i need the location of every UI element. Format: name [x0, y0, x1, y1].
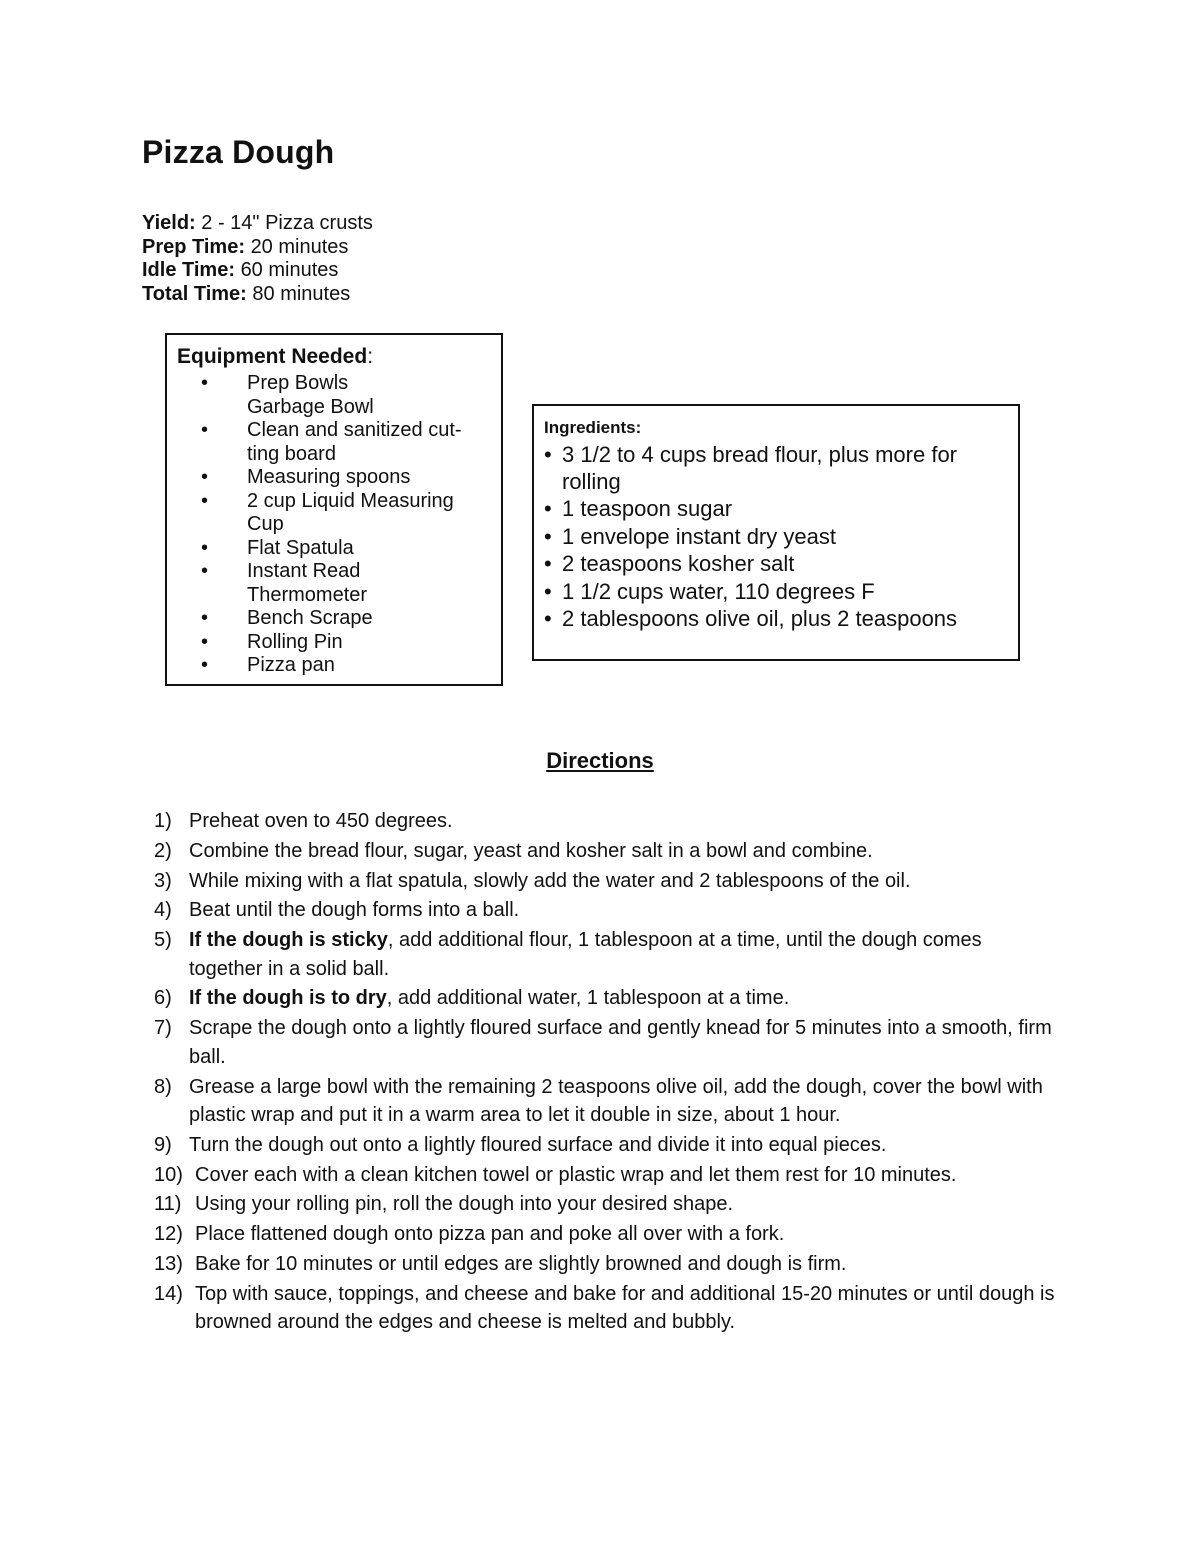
step-number: 7): [154, 1017, 172, 1040]
bullet-icon: •: [201, 607, 209, 629]
bullet-icon: •: [544, 496, 552, 521]
step-text: Scrape the dough onto a lightly floured surface and gently knead for 5 minutes into a smooth, firm ball.: [189, 1017, 1052, 1068]
direction-step: [150, 1131, 1060, 1160]
total-time-row: [142, 283, 373, 307]
equipment-item-text: Prep Bowls Garbage Bowl: [247, 372, 374, 418]
bullet-icon: •: [544, 523, 552, 549]
yield-value: 2 - 14" Pizza crusts: [201, 212, 373, 234]
bullet-icon: •: [201, 654, 209, 676]
ingredient-item-text: 2 teaspoons kosher salt: [562, 551, 795, 576]
equipment-item: [167, 631, 501, 655]
equipment-heading: [177, 345, 373, 369]
directions-heading: Directions: [546, 748, 654, 773]
bullet-icon: •: [544, 442, 552, 467]
direction-step: [150, 984, 1060, 1013]
step-emphasis: If the dough is sticky: [189, 929, 388, 952]
yield-row: [142, 212, 373, 236]
step-text: Place flattened dough onto pizza pan and poke all over with a fork.: [195, 1223, 785, 1246]
prep-time-label: Prep Time:: [142, 235, 245, 258]
step-text: , add additional flour, 1 tablespoon at a time, until the dough comes together in a solid ball.: [189, 929, 982, 980]
equipment-item-text: Bench Scrape: [247, 607, 373, 629]
bullet-icon: •: [201, 536, 209, 559]
step-number: 10): [154, 1163, 183, 1186]
equipment-item-text: Instant Read Thermometer: [247, 560, 368, 606]
ingredient-item: [534, 606, 1018, 633]
equipment-item-text: Measuring spoons: [247, 466, 411, 488]
step-number: 4): [154, 899, 172, 922]
step-text: Beat until the dough forms into a ball.: [189, 899, 520, 922]
bullet-icon: •: [544, 578, 552, 604]
equipment-item-text: Rolling Pin: [247, 630, 343, 653]
step-number: 13): [154, 1253, 183, 1276]
step-text: Cover each with a clean kitchen towel or plastic wrap and let them rest for 10 minutes.: [195, 1163, 957, 1186]
bullet-icon: •: [201, 372, 209, 394]
equipment-item-text: 2 cup Liquid Measuring Cup: [247, 489, 454, 535]
total-time-label: Total Time:: [142, 282, 247, 305]
idle-time-row: [142, 259, 373, 283]
step-number: 11): [154, 1193, 182, 1216]
step-number: 2): [154, 839, 172, 862]
step-number: 9): [154, 1133, 172, 1156]
bullet-icon: •: [201, 466, 209, 488]
ingredient-item: [534, 442, 1018, 495]
direction-step: [150, 1073, 1060, 1130]
ingredients-box: [532, 404, 1020, 661]
directions-list: [150, 807, 1060, 1338]
equipment-item: [167, 654, 501, 678]
idle-time-label: Idle Time:: [142, 259, 235, 281]
direction-step: [150, 1280, 1060, 1337]
direction-step: [150, 926, 1060, 983]
direction-step: [150, 807, 1060, 836]
direction-step: [150, 1161, 1060, 1190]
ingredient-item-text: 2 tablespoons olive oil, plus 2 teaspoons: [562, 606, 958, 631]
step-text: Top with sauce, toppings, and cheese and bake for and additional 15-20 minutes or until dough is browned around the edges and cheese is melted and bubbly.: [195, 1282, 1055, 1334]
ingredient-item: [534, 496, 1018, 523]
page-title: Pizza Dough: [142, 134, 335, 170]
ingredient-item: [534, 551, 1018, 578]
step-number: 1): [154, 810, 172, 832]
ingredient-item: [534, 579, 1018, 606]
direction-step: [150, 837, 1060, 866]
ingredient-item-text: 3 1/2 to 4 cups bread flour, plus more for rolling: [562, 442, 958, 494]
equipment-list: [167, 372, 501, 678]
step-text: Bake for 10 minutes or until edges are slightly browned and dough is firm.: [195, 1253, 847, 1276]
idle-time-value: 60 minutes: [240, 259, 339, 281]
step-number: 5): [154, 929, 172, 952]
ingredients-heading: Ingredients:: [544, 418, 642, 437]
step-number: 8): [154, 1075, 172, 1098]
step-number: 12): [154, 1223, 183, 1246]
ingredient-item-text: 1 1/2 cups water, 110 degrees F: [562, 578, 875, 604]
step-text: Using your rolling pin, roll the dough into your desired shape.: [195, 1193, 734, 1216]
direction-step: [150, 1190, 1060, 1219]
ingredient-item: [534, 524, 1018, 551]
equipment-item: [167, 560, 501, 607]
equipment-item: [167, 419, 501, 466]
bullet-icon: •: [201, 419, 209, 441]
equipment-item: [167, 537, 501, 561]
total-time-value: 80 minutes: [252, 282, 351, 305]
step-text: , add additional water, 1 tablespoon at a time.: [386, 987, 790, 1010]
equipment-box: [165, 333, 503, 686]
prep-time-value: 20 minutes: [250, 235, 349, 258]
ingredients-list: [534, 442, 1018, 634]
bullet-icon: •: [544, 606, 552, 631]
direction-step: [150, 867, 1060, 896]
direction-step: [150, 1250, 1060, 1279]
step-number: 14): [154, 1282, 183, 1305]
step-text: Combine the bread flour, sugar, yeast and kosher salt in a bowl and combine.: [189, 839, 873, 862]
bullet-icon: •: [201, 489, 209, 512]
equipment-heading-colon: :: [367, 345, 374, 368]
equipment-item-text: Clean and sanitized cut- ting board: [247, 419, 462, 465]
direction-step: [150, 896, 1060, 925]
bullet-icon: •: [201, 630, 209, 653]
ingredient-item-text: 1 envelope instant dry yeast: [562, 523, 836, 549]
step-emphasis: If the dough is to dry: [189, 987, 387, 1010]
step-text: Turn the dough out onto a lightly floured surface and divide it into equal pieces.: [189, 1133, 887, 1156]
ingredient-item-text: 1 teaspoon sugar: [562, 496, 733, 521]
step-number: 3): [154, 869, 172, 892]
recipe-meta: [142, 212, 373, 306]
step-text: While mixing with a flat spatula, slowly add the water and 2 tablespoons of the oil.: [189, 869, 911, 892]
step-number: 6): [154, 987, 172, 1010]
bullet-icon: •: [544, 551, 552, 576]
bullet-icon: •: [201, 560, 209, 582]
equipment-heading-text: Equipment Needed: [177, 345, 368, 368]
step-text: Preheat oven to 450 degrees.: [189, 810, 453, 832]
prep-time-row: [142, 236, 373, 260]
equipment-item: [167, 607, 501, 631]
direction-step: [150, 1014, 1060, 1071]
yield-label: Yield:: [142, 212, 196, 234]
equipment-item: [167, 372, 501, 419]
equipment-item-text: Pizza pan: [247, 654, 335, 676]
direction-step: [150, 1220, 1060, 1249]
equipment-item: [167, 490, 501, 537]
step-text: Grease a large bowl with the remaining 2 teaspoons olive oil, add the dough, cover the bowl with plastic wrap and put it in a warm area to let it double in size, about 1 hour.: [189, 1075, 1043, 1127]
equipment-item-text: Flat Spatula: [247, 536, 354, 559]
equipment-item: [167, 466, 501, 490]
